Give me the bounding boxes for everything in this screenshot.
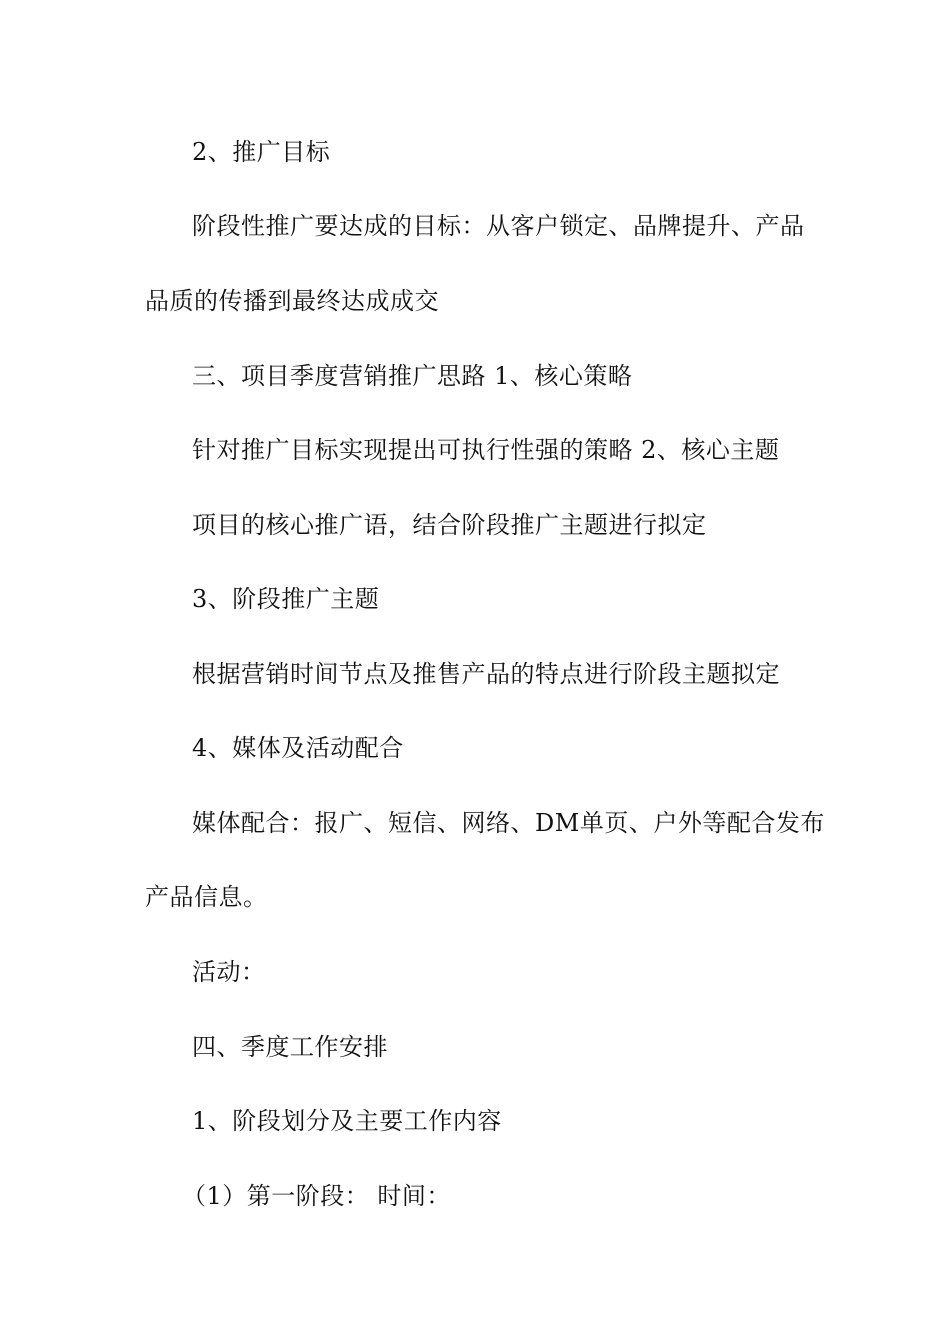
heading-media-activity: 4、媒体及活动配合 <box>192 734 404 762</box>
heading-promotion-goal: 2、推广目标 <box>192 138 331 166</box>
paragraph-media-line-2: 产品信息。 <box>145 883 268 911</box>
paragraph-activity: 活动： <box>192 958 266 986</box>
paragraph-media-line-1: 媒体配合：报广、短信、网络、DM单页、户外等配合发布 <box>192 809 825 837</box>
heading-stage-theme: 3、阶段推广主题 <box>192 585 380 613</box>
paragraph-goal-line-1: 阶段性推广要达成的目标：从客户锁定、品牌提升、产品 <box>192 212 805 240</box>
paragraph-core-theme: 项目的核心推广语，结合阶段推广主题进行拟定 <box>192 511 707 539</box>
paragraph-goal-line-2: 品质的传播到最终达成成交 <box>145 287 439 315</box>
paragraph-stage-theme: 根据营销时间节点及推售产品的特点进行阶段主题拟定 <box>192 660 780 688</box>
paragraph-first-stage: （1）第一阶段： 时间： <box>182 1182 451 1210</box>
heading-section-four: 四、季度工作安排 <box>192 1033 388 1061</box>
heading-stage-division: 1、阶段划分及主要工作内容 <box>192 1107 502 1135</box>
paragraph-strategy: 针对推广目标实现提出可执行性强的策略 2、核心主题 <box>192 436 780 464</box>
heading-section-three: 三、项目季度营销推广思路 1、核心策略 <box>192 362 633 390</box>
